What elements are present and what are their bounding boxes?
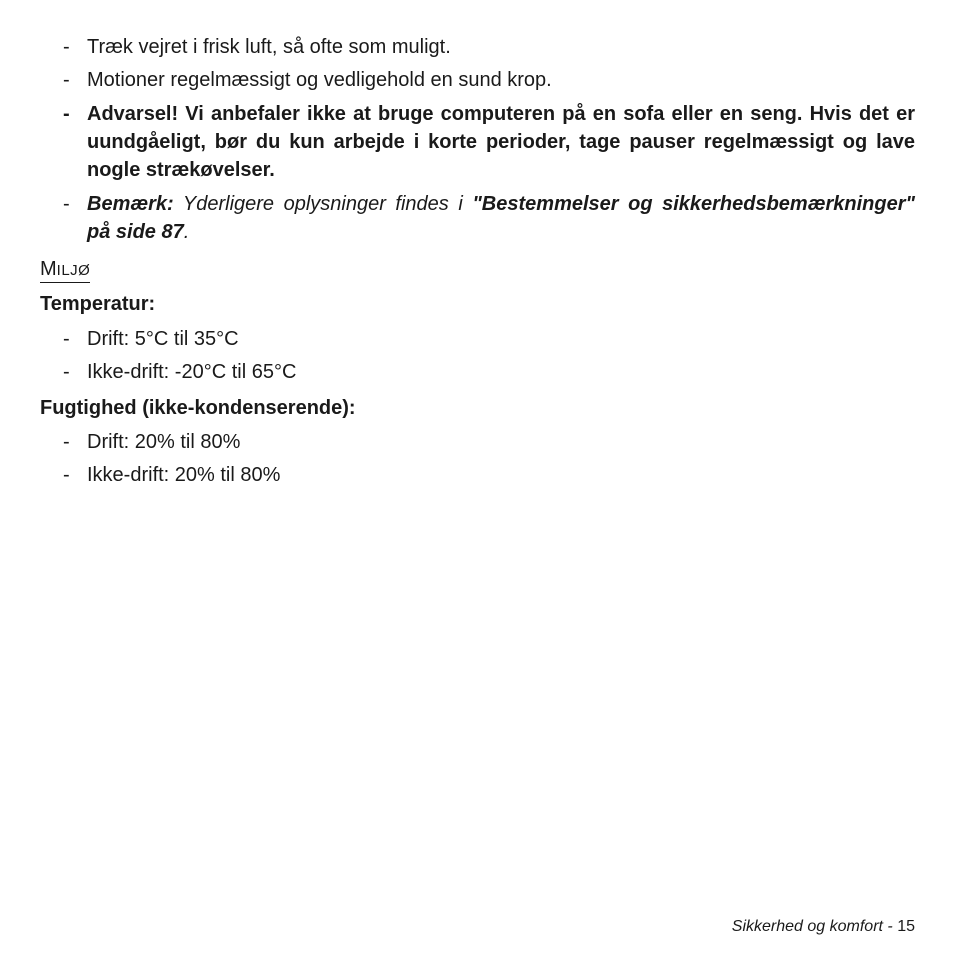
list-item-text: Træk vejret i frisk luft, så ofte som muligt. [87,36,451,58]
note-label: Bemærk: [87,193,174,215]
list-item [63,325,915,353]
note-reference-link[interactable]: "Bestemmelser og sikkerhedsbemærkninger" på side 87 [87,193,915,243]
list-item-text: Motioner regelmæssigt og vedligehold en sund krop. [87,69,552,91]
list-item-text: Ikke-drift: 20% til 80% [87,464,281,486]
dash-marker: - [63,69,70,91]
warning-item [63,100,915,184]
note-item [63,190,915,246]
note-end: . [183,221,190,243]
temperature-heading: Temperatur: [40,293,156,315]
note-body: Yderligere oplysninger findes i [173,193,473,215]
page-number: 15 [897,918,915,935]
warning-text: Advarsel! Vi anbefaler ikke at bruge computeren på en sofa eller en seng. Hvis det er uundgåeligt, bør du kun arbejde i korte perioder, tage pauser regelmæssigt og lave nogle strækøvelser. [87,103,915,181]
list-item-text: Ikke-drift: -20°C til 65°C [87,361,297,383]
dash-marker: - [63,431,70,453]
dash-marker: - [63,103,70,125]
dash-marker: - [63,193,70,215]
list-item [63,428,915,456]
heading-cap: M [40,258,57,280]
dash-marker: - [63,464,70,486]
list-item [63,66,915,94]
list-item [63,461,915,489]
dash-marker: - [63,328,70,350]
list-item [63,358,915,386]
list-item-text: Drift: 20% til 80% [87,431,241,453]
note-text [87,190,915,246]
dash-marker: - [63,361,70,383]
section-heading-miljo [40,258,90,283]
list-item-text: Drift: 5°C til 35°C [87,328,239,350]
page-footer [732,917,915,937]
heading-rest: ILJØ [56,262,91,279]
dash-marker: - [63,36,70,58]
list-item [63,33,915,61]
footer-title: Sikkerhed og komfort - [731,918,893,935]
humidity-heading: Fugtighed (ikke-kondenserende): [40,397,356,419]
